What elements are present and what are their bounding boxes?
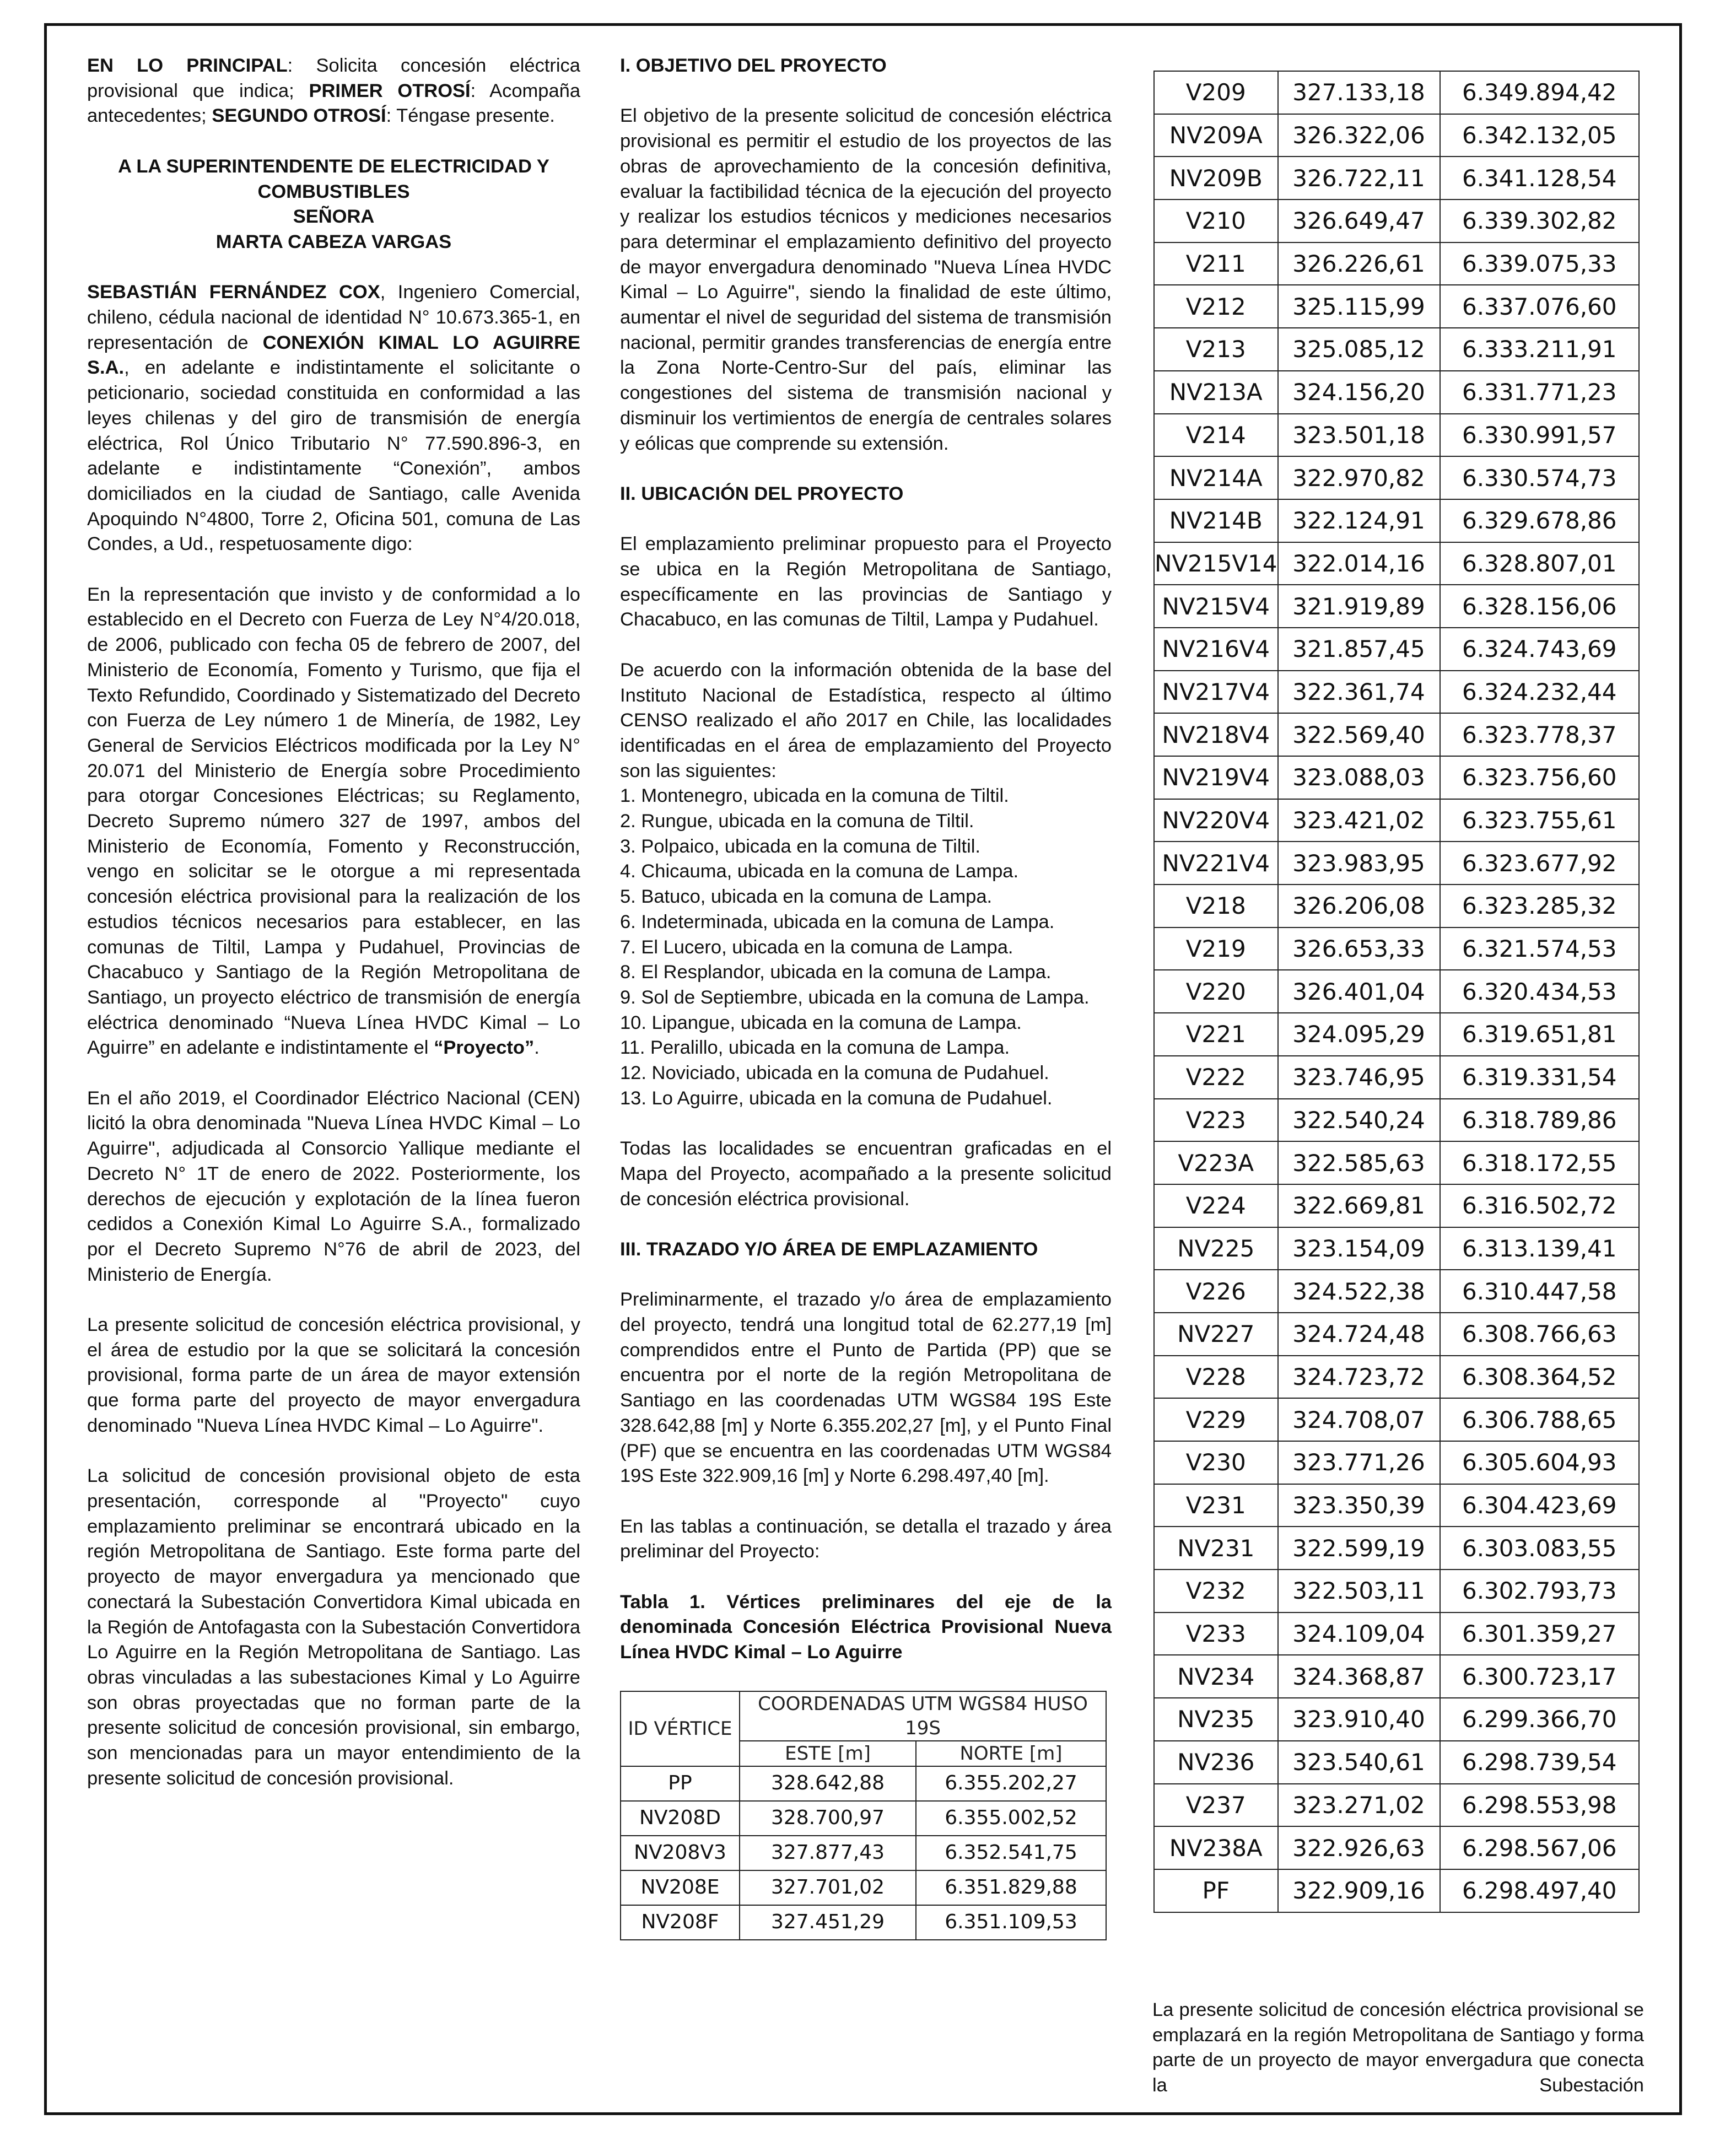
vertex-id-cell: V218 — [1154, 885, 1278, 927]
table-row — [1154, 1313, 1639, 1356]
vertex-id-cell: NV219V4 — [1154, 756, 1278, 799]
list-item: 8. El Resplandor, ubicada en la comuna de Lampa. — [620, 962, 1052, 983]
norte-cell: 6.316.502,72 — [1440, 1184, 1640, 1227]
este-cell: 322.599,19 — [1278, 1527, 1440, 1570]
este-cell: 326.401,04 — [1278, 970, 1440, 1013]
este-cell: 326.653,33 — [1278, 927, 1440, 970]
este-cell: 322.569,40 — [1278, 713, 1440, 756]
este-cell: 326.322,06 — [1278, 114, 1440, 157]
este-cell: 324.109,04 — [1278, 1613, 1440, 1655]
este-cell: 322.970,82 — [1278, 456, 1440, 499]
vertex-id-cell: V237 — [1154, 1784, 1278, 1827]
table-row — [1154, 285, 1639, 328]
este-cell: 322.909,16 — [1278, 1869, 1440, 1912]
vertex-id-cell: NV214A — [1154, 456, 1278, 499]
este-cell: 327.133,18 — [1278, 71, 1440, 114]
norte-cell: 6.298.553,98 — [1440, 1784, 1640, 1827]
census-paragraph: De acuerdo con la información obtenida de la base del Instituto Nacional de Estadística, respecto al último CENSO realizado el año 2017 en Chile, las localidades identificadas en el área de emplazamiento del Proyecto son las siguientes: — [620, 659, 1112, 781]
vertex-id-cell: V231 — [1154, 1484, 1278, 1527]
objective-paragraph: El objetivo de la presente solicitud de concesión eléctrica provisional es permitir el estudio de los proyectos de las obras de aprovechamiento de la concesión definitiva, evaluar la factibilidad técnica de la ejecución del proyecto y realizar los estudios técnicos y mediciones necesarios para determinar el emplazamiento definitivo del proyecto de mayor envergadura denominado "Nueva Línea HVDC Kimal – Lo Aguirre", siendo la finalidad de este último, aumentar el nivel de seguridad del sistema de transmisión nacional, permitir grandes transferencias de energía entre la Zona Norte-Centro-Sur del país, eliminar las congestiones del sistema de transmisión nacional y disminuir los vertimientos de energía de centrales solares y eólicas que comprende su extensión. — [620, 105, 1112, 454]
vertex-id-cell: NV208D — [621, 1801, 740, 1836]
norte-cell: 6.319.651,81 — [1440, 1013, 1640, 1056]
norte-cell: 6.308.364,52 — [1440, 1356, 1640, 1399]
este-cell: 323.154,09 — [1278, 1227, 1440, 1270]
column-middle — [620, 53, 1112, 1940]
table-row — [621, 1905, 1106, 1940]
table-row — [1154, 1698, 1639, 1741]
este-cell: 321.919,89 — [1278, 585, 1440, 628]
table-row — [1154, 970, 1639, 1013]
vertex-id-cell: NV214B — [1154, 499, 1278, 542]
vertex-id-cell: NV216V4 — [1154, 628, 1278, 671]
este-cell: 327.451,29 — [740, 1905, 916, 1940]
este-cell: 328.700,97 — [740, 1801, 916, 1836]
table-row — [1154, 71, 1639, 114]
table-row — [1154, 1869, 1639, 1912]
vertex-id-cell: NV225 — [1154, 1227, 1278, 1270]
este-cell: 323.910,40 — [1278, 1698, 1440, 1741]
list-item: 5. Batuco, ubicada en la comuna de Lampa. — [620, 886, 993, 908]
table-body — [621, 1766, 1106, 1940]
list-item: 6. Indeterminada, ubicada en la comuna de Lampa. — [620, 911, 1055, 932]
vertex-id-cell: V230 — [1154, 1441, 1278, 1484]
vertex-id-cell: V210 — [1154, 199, 1278, 242]
list-item: 3. Polpaico, ubicada en la comuna de Tiltil. — [620, 835, 980, 857]
addressee-line: MARTA CABEZA VARGAS — [215, 231, 452, 252]
col-header-id: ID VÉRTICE — [621, 1691, 740, 1766]
column-left — [87, 53, 580, 1816]
section-heading: I. OBJETIVO DEL PROYECTO — [620, 55, 887, 76]
este-cell: 324.724,48 — [1278, 1313, 1440, 1356]
norte-cell: 6.318.789,86 — [1440, 1099, 1640, 1142]
norte-cell: 6.339.302,82 — [1440, 199, 1640, 242]
table-row — [1154, 1741, 1639, 1784]
norte-cell: 6.301.359,27 — [1440, 1613, 1640, 1655]
table-row — [1154, 927, 1639, 970]
vertex-id-cell: NV208E — [621, 1870, 740, 1905]
norte-cell: 6.319.331,54 — [1440, 1056, 1640, 1099]
table-caption: Tabla 1. Vértices preliminares del eje de la denominada Concesión Eléctrica Provisional Nueva Línea HVDC Kimal – Lo Aguirre — [620, 1591, 1112, 1663]
table-row — [621, 1836, 1106, 1870]
norte-cell: 6.323.756,60 — [1440, 756, 1640, 799]
tables-intro-paragraph: En las tablas a continuación, se detalla el trazado y área preliminar del Proyecto: — [620, 1516, 1112, 1562]
norte-cell: 6.352.541,75 — [916, 1836, 1106, 1870]
table-row — [1154, 371, 1639, 414]
list-item: 9. Sol de Septiembre, ubicada en la comuna de Lampa. — [620, 986, 1090, 1008]
norte-cell: 6.302.793,73 — [1440, 1570, 1640, 1613]
vertex-id-cell: V226 — [1154, 1270, 1278, 1313]
table-row — [1154, 842, 1639, 885]
legal-basis-paragraph: En la representación que invisto y de conformidad a lo establecido en el Decreto con Fuerza de Ley N°4/20.018, de 2006, publicado con fecha 05 de febrero de 2007, del Ministerio de Economía, Fomento y Turismo, que fija el Texto Refundido, Coordinado y Sistematizado del Decreto con Fuerza de Ley número 1 de Minería, de 1982, Ley General de Servicios Eléctricos modificada por la Ley N° 20.071 del Ministerio de Energía sobre Procedimiento para otorgar Concesiones Eléctricas; su Reglamento, Decreto Supremo número 327 de 1997, ambos del Ministerio de Economía, Fomento y Reconstrucción, vengo en solicitar se le otorgue a mi representada concesión eléctrica provisional para la realización de los estudios técnicos necesarios para establecer, en las comunas de Tiltil, Lampa y Pudahuel, Provincias de Chacabuco y Santiago de la Región Metropolitana de Santiago, un proyecto eléctrico de transmisión de energía eléctrica denominado “Nueva Línea HVDC Kimal – Lo Aguirre” en adelante e indistintamente el “Proyecto”. — [87, 584, 580, 1059]
este-cell: 323.271,02 — [1278, 1784, 1440, 1827]
table-row — [1154, 713, 1639, 756]
este-cell: 326.226,61 — [1278, 242, 1440, 285]
norte-cell: 6.298.497,40 — [1440, 1869, 1640, 1912]
norte-cell: 6.298.739,54 — [1440, 1741, 1640, 1784]
norte-cell: 6.331.771,23 — [1440, 371, 1640, 414]
este-cell: 323.983,95 — [1278, 842, 1440, 885]
norte-cell: 6.323.755,61 — [1440, 799, 1640, 842]
vertex-id-cell: V211 — [1154, 242, 1278, 285]
table-row — [1154, 1013, 1639, 1056]
vertex-id-cell: NV217V4 — [1154, 671, 1278, 714]
list-item: 10. Lipangue, ubicada en la comuna de Lampa. — [620, 1012, 1022, 1033]
norte-cell: 6.299.366,70 — [1440, 1698, 1640, 1741]
table-row — [1154, 1826, 1639, 1869]
vertex-id-cell: V213 — [1154, 328, 1278, 371]
este-cell: 322.361,74 — [1278, 671, 1440, 714]
norte-cell: 6.351.829,88 — [916, 1870, 1106, 1905]
vertex-id-cell: V223 — [1154, 1099, 1278, 1142]
norte-cell: 6.306.788,65 — [1440, 1398, 1640, 1441]
vertex-id-cell: V224 — [1154, 1184, 1278, 1227]
vertex-id-cell: V228 — [1154, 1356, 1278, 1399]
este-cell: 324.095,29 — [1278, 1013, 1440, 1056]
table-row — [1154, 414, 1639, 457]
vertices-table-part2 — [1153, 71, 1640, 1913]
location-paragraph: El emplazamiento preliminar propuesto para el Proyecto se ubica en la Región Metropolitana de Santiago, específicamente en las provincias de Santiago y Chacabuco, en las comunas de Tiltil, Lampa y Pudahuel. — [620, 533, 1112, 630]
list-item: 11. Peralillo, ubicada en la comuna de Lampa. — [620, 1037, 1010, 1059]
table-row — [621, 1801, 1106, 1836]
table-row — [1154, 1056, 1639, 1099]
vertex-id-cell: V233 — [1154, 1613, 1278, 1655]
este-cell: 322.540,24 — [1278, 1099, 1440, 1142]
este-cell: 326.722,11 — [1278, 157, 1440, 199]
vertex-id-cell: V229 — [1154, 1398, 1278, 1441]
norte-cell: 6.351.109,53 — [916, 1905, 1106, 1940]
este-cell: 323.421,02 — [1278, 799, 1440, 842]
table-row — [1154, 1398, 1639, 1441]
este-cell: 326.206,08 — [1278, 885, 1440, 927]
norte-cell: 6.333.211,91 — [1440, 328, 1640, 371]
vertex-id-cell: NV235 — [1154, 1698, 1278, 1741]
vertex-id-cell: PP — [621, 1766, 740, 1801]
addressee-line: SEÑORA — [293, 206, 375, 228]
este-cell: 322.585,63 — [1278, 1141, 1440, 1184]
vertex-id-cell: NV236 — [1154, 1741, 1278, 1784]
norte-cell: 6.328.807,01 — [1440, 542, 1640, 585]
table-row — [1154, 1784, 1639, 1827]
norte-cell: 6.321.574,53 — [1440, 927, 1640, 970]
este-cell: 327.701,02 — [740, 1870, 916, 1905]
vertex-id-cell: V220 — [1154, 970, 1278, 1013]
este-cell: 324.522,38 — [1278, 1270, 1440, 1313]
este-cell: 321.857,45 — [1278, 628, 1440, 671]
col-header-norte: NORTE [m] — [916, 1741, 1106, 1766]
este-cell: 328.642,88 — [740, 1766, 916, 1801]
table-row — [1154, 1270, 1639, 1313]
scope-paragraph: La presente solicitud de concesión eléctrica provisional, y el área de estudio por la que se solicitará la concesión provisional, forma parte de un área de mayor extensión que forma parte del proyecto de mayor envergadura denominado "Nueva Línea HVDC Kimal – Lo Aguirre". — [87, 1314, 580, 1436]
table-row — [1154, 628, 1639, 671]
vertex-id-cell: V219 — [1154, 927, 1278, 970]
norte-cell: 6.324.743,69 — [1440, 628, 1640, 671]
table-row — [1154, 756, 1639, 799]
norte-cell: 6.320.434,53 — [1440, 970, 1640, 1013]
table-row — [621, 1870, 1106, 1905]
este-cell: 322.124,91 — [1278, 499, 1440, 542]
norte-cell: 6.349.894,42 — [1440, 71, 1640, 114]
vertex-id-cell: NV208V3 — [621, 1836, 740, 1870]
norte-cell: 6.323.285,32 — [1440, 885, 1640, 927]
norte-cell: 6.310.447,58 — [1440, 1270, 1640, 1313]
norte-cell: 6.305.604,93 — [1440, 1441, 1640, 1484]
section-heading: II. UBICACIÓN DEL PROYECTO — [620, 483, 904, 504]
norte-cell: 6.330.991,57 — [1440, 414, 1640, 457]
norte-cell: 6.323.677,92 — [1440, 842, 1640, 885]
este-cell: 323.088,03 — [1278, 756, 1440, 799]
este-cell: 323.771,26 — [1278, 1441, 1440, 1484]
table-row — [1154, 1527, 1639, 1570]
background-paragraph: En el año 2019, el Coordinador Eléctrico Nacional (CEN) licitó la obra denominada "Nueva Línea HVDC Kimal – Lo Aguirre", adjudicada al Consorcio Yallique mediante el Decreto N° 1T de enero de 2022. Posteriormente, los derechos de ejecución y explotación de la línea fueron cedidos a Conexión Kimal Lo Aguirre S.A., formalizado por el Decreto Supremo N°76 de abril de 2023, del Ministerio de Energía. — [87, 1087, 580, 1285]
table-row — [1154, 1184, 1639, 1227]
table-row — [621, 1766, 1106, 1801]
table-body — [1154, 71, 1639, 1912]
table-row — [1154, 114, 1639, 157]
norte-cell: 6.355.002,52 — [916, 1801, 1106, 1836]
norte-cell: 6.298.567,06 — [1440, 1826, 1640, 1869]
table-row — [1154, 1441, 1639, 1484]
list-item: 7. El Lucero, ubicada en la comuna de Lampa. — [620, 936, 1013, 958]
list-item: 4. Chicauma, ubicada en la comuna de Lampa. — [620, 861, 1019, 882]
table-row — [1154, 1356, 1639, 1399]
este-cell: 322.926,63 — [1278, 1826, 1440, 1869]
este-cell: 324.723,72 — [1278, 1356, 1440, 1399]
este-cell: 324.368,87 — [1278, 1655, 1440, 1698]
addressee-block — [87, 154, 580, 255]
table-row — [1154, 1141, 1639, 1184]
vertex-id-cell: NV220V4 — [1154, 799, 1278, 842]
table-row — [1154, 542, 1639, 585]
norte-cell: 6.342.132,05 — [1440, 114, 1640, 157]
vertex-id-cell: NV218V4 — [1154, 713, 1278, 756]
vertex-id-cell: V232 — [1154, 1570, 1278, 1613]
este-cell: 323.350,39 — [1278, 1484, 1440, 1527]
intro-paragraph: EN LO PRINCIPAL: Solicita concesión eléctrica provisional que indica; PRIMER OTROSÍ: Acompaña antecedentes; SEGUNDO OTROSÍ: Téngase presente. — [87, 55, 581, 127]
table-row — [1154, 671, 1639, 714]
table-row — [1154, 1227, 1639, 1270]
vertex-id-cell: NV208F — [621, 1905, 740, 1940]
norte-cell: 6.337.076,60 — [1440, 285, 1640, 328]
vertex-id-cell: NV215V4 — [1154, 585, 1278, 628]
norte-cell: 6.339.075,33 — [1440, 242, 1640, 285]
norte-cell: 6.329.678,86 — [1440, 499, 1640, 542]
vertex-id-cell: NV209A — [1154, 114, 1278, 157]
este-cell: 323.540,61 — [1278, 1741, 1440, 1784]
vertex-id-cell: NV234 — [1154, 1655, 1278, 1698]
norte-cell: 6.323.778,37 — [1440, 713, 1640, 756]
este-cell: 324.708,07 — [1278, 1398, 1440, 1441]
este-cell: 325.115,99 — [1278, 285, 1440, 328]
este-cell: 322.014,16 — [1278, 542, 1440, 585]
este-cell: 323.501,18 — [1278, 414, 1440, 457]
table-row — [1154, 585, 1639, 628]
vertex-id-cell: NV231 — [1154, 1527, 1278, 1570]
este-cell: 322.503,11 — [1278, 1570, 1440, 1613]
vertex-id-cell: V221 — [1154, 1013, 1278, 1056]
norte-cell: 6.355.202,27 — [916, 1766, 1106, 1801]
table-row — [1154, 1655, 1639, 1698]
este-cell: 323.746,95 — [1278, 1056, 1440, 1099]
norte-cell: 6.304.423,69 — [1440, 1484, 1640, 1527]
table-row — [1154, 456, 1639, 499]
map-paragraph: Todas las localidades se encuentran graficadas en el Mapa del Proyecto, acompañado a la presente solicitud de concesión eléctrica provisional. — [620, 1138, 1112, 1210]
table-row — [1154, 157, 1639, 199]
table-row — [1154, 499, 1639, 542]
vertex-id-cell: PF — [1154, 1869, 1278, 1912]
table-row — [1154, 1484, 1639, 1527]
continuation-paragraph: La presente solicitud de concesión eléctrica provisional se emplazará en la región Metropolitana de Santiago y forma parte de un proyecto de mayor envergadura que conecta la Subestación — [1152, 1999, 1644, 2096]
list-item: 12. Noviciado, ubicada en la comuna de Pudahuel. — [620, 1063, 1049, 1084]
este-cell: 326.649,47 — [1278, 199, 1440, 242]
vertex-id-cell: NV221V4 — [1154, 842, 1278, 885]
col-header-este: ESTE [m] — [740, 1741, 916, 1766]
addressee-line: A LA SUPERINTENDENTE DE ELECTRICIDAD Y COMBUSTIBLES — [118, 155, 549, 202]
norte-cell: 6.308.766,63 — [1440, 1313, 1640, 1356]
vertex-id-cell: V223A — [1154, 1141, 1278, 1184]
table-row — [1154, 799, 1639, 842]
este-cell: 324.156,20 — [1278, 371, 1440, 414]
section-heading: III. TRAZADO Y/O ÁREA DE EMPLAZAMIENTO — [620, 1238, 1038, 1260]
norte-cell: 6.313.139,41 — [1440, 1227, 1640, 1270]
vertex-id-cell: NV213A — [1154, 371, 1278, 414]
norte-cell: 6.330.574,73 — [1440, 456, 1640, 499]
table-row — [1154, 1570, 1639, 1613]
table-row — [1154, 1099, 1639, 1142]
vertex-id-cell: V222 — [1154, 1056, 1278, 1099]
localities-list — [620, 784, 1112, 1111]
norte-cell: 6.328.156,06 — [1440, 585, 1640, 628]
vertex-id-cell: V214 — [1154, 414, 1278, 457]
table-row — [1154, 1613, 1639, 1655]
vertex-id-cell: NV227 — [1154, 1313, 1278, 1356]
norte-cell: 6.300.723,17 — [1440, 1655, 1640, 1698]
norte-cell: 6.324.232,44 — [1440, 671, 1640, 714]
list-item: 1. Montenegro, ubicada en la comuna de Tiltil. — [620, 785, 1009, 807]
table-row — [1154, 328, 1639, 371]
vertex-id-cell: NV238A — [1154, 1826, 1278, 1869]
este-cell: 327.877,43 — [740, 1836, 916, 1870]
norte-cell: 6.318.172,55 — [1440, 1141, 1640, 1184]
norte-cell: 6.303.083,55 — [1440, 1527, 1640, 1570]
table-row — [1154, 199, 1639, 242]
este-cell: 322.669,81 — [1278, 1184, 1440, 1227]
vertex-id-cell: NV215V14 — [1154, 542, 1278, 585]
table-row — [1154, 242, 1639, 285]
vertex-id-cell: V212 — [1154, 285, 1278, 328]
route-paragraph: Preliminarmente, el trazado y/o área de emplazamiento del proyecto, tendrá una longitud total de 62.277,19 [m] comprendidos entre el Punto de Partida (PP) que se encuentra por el norte de la región Metropolitana de Santiago en las coordenadas UTM WGS84 19S Este 328.642,88 [m] y Norte 6.355.202,27 [m], y el Punto Final (PF) que se encuentra en las coordenadas UTM WGS84 19S Este 322.909,16 [m] y Norte 6.298.497,40 [m]. — [620, 1289, 1112, 1487]
list-item: 2. Rungue, ubicada en la comuna de Tiltil. — [620, 811, 974, 832]
list-item: 13. Lo Aguirre, ubicada en la comuna de Pudahuel. — [620, 1087, 1053, 1109]
norte-cell: 6.341.128,54 — [1440, 157, 1640, 199]
location-paragraph: La solicitud de concesión provisional objeto de esta presentación, corresponde al "Proyecto" cuyo emplazamiento preliminar se encontrará ubicado en la región Metropolitana de Santiago. Este forma parte del proyecto de mayor envergadura ya mencionado que conectará la Subestación Convertidora Kimal ubicada en la Región de Antofagasta con la Subestación Convertidora Lo Aguirre en la Región Metropolitana de Santiago. Las obras vinculadas a las subestaciones Kimal y Lo Aguirre son obras proyectadas que no forman parte de la presente solicitud de concesión provisional, sin embargo, son mencionadas para un mayor entendimiento de la presente solicitud de concesión provisional. — [87, 1465, 580, 1789]
vertices-table-part1 — [620, 1691, 1107, 1940]
petitioner-paragraph: SEBASTIÁN FERNÁNDEZ COX, Ingeniero Comercial, chileno, cédula nacional de identidad N° 10.673.365-1, en representación de CONEXIÓN KIMAL LO AGUIRRE S.A., en adelante e indistintamente el solicitante o peticionario, sociedad constituida en conformidad a las leyes chilenas y del giro de transmisión de energía eléctrica, Rol Único Tributario N° 77.590.896-3, en adelante e indistintamente “Conexión”, ambos domiciliados en la ciudad de Santiago, calle Avenida Apoquindo N°4800, Torre 2, Oficina 501, comuna de Las Condes, a Ud., respetuosamente digo: — [87, 282, 580, 555]
col-header-coords: COORDENADAS UTM WGS84 HUSO 19S — [740, 1691, 1106, 1741]
este-cell: 325.085,12 — [1278, 328, 1440, 371]
vertex-id-cell: V209 — [1154, 71, 1278, 114]
vertex-id-cell: NV209B — [1154, 157, 1278, 199]
table-row — [1154, 885, 1639, 927]
